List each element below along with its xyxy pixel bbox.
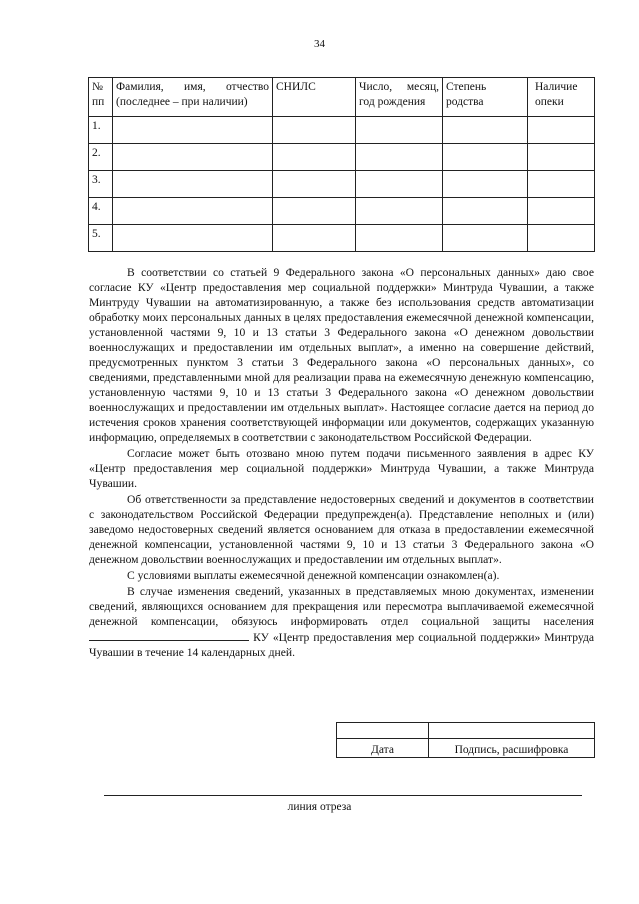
row-number: 1. xyxy=(89,117,113,144)
header-birth-date: Число, месяц, год рождения xyxy=(356,78,443,117)
cell-relationship[interactable] xyxy=(443,225,528,252)
table-row xyxy=(89,198,595,225)
date-input-cell[interactable] xyxy=(337,723,429,739)
cell-guardianship[interactable] xyxy=(528,144,595,171)
cell-relationship[interactable] xyxy=(443,198,528,225)
cell-snils[interactable] xyxy=(273,171,356,198)
cell-birth-date[interactable] xyxy=(356,117,443,144)
header-number: № пп xyxy=(89,78,113,117)
cell-birth-date[interactable] xyxy=(356,198,443,225)
table-row xyxy=(89,144,595,171)
table-row xyxy=(89,117,595,144)
header-relationship: Степень родства xyxy=(443,78,528,117)
cell-full-name[interactable] xyxy=(113,225,273,252)
date-label: Дата xyxy=(337,739,429,758)
header-guardianship: Наличие опеки xyxy=(528,78,595,117)
row-number: 4. xyxy=(89,198,113,225)
cell-relationship[interactable] xyxy=(443,171,528,198)
signature-block xyxy=(336,722,595,758)
liability-paragraph: Об ответственности за представление недостоверных сведений и документов в соответствии с законодательством Российской Федерации предупрежден(а). Представление неполных и (или) заведомо недостоверных сведений является основанием для отказа в предоставлении ежемесячной денежной компенсации, установленной частями 9, 10 и 13 статьи 3 Федерального закона «О денежном довольствии военнослужащих и предоставлении им отдельных выплат». xyxy=(89,493,594,566)
department-blank-field[interactable] xyxy=(89,629,249,641)
cell-relationship[interactable] xyxy=(443,144,528,171)
family-members-table xyxy=(88,77,595,252)
table-header-row xyxy=(89,78,595,117)
cell-guardianship[interactable] xyxy=(528,198,595,225)
cell-guardianship[interactable] xyxy=(528,171,595,198)
cell-full-name[interactable] xyxy=(113,198,273,225)
cut-line xyxy=(104,795,582,796)
acknowledgement-paragraph: С условиями выплаты ежемесячной денежной компенсации ознакомлен(а). xyxy=(127,569,500,582)
cell-snils[interactable] xyxy=(273,198,356,225)
cell-birth-date[interactable] xyxy=(356,144,443,171)
cell-guardianship[interactable] xyxy=(528,117,595,144)
signature-input-cell[interactable] xyxy=(429,723,595,739)
cell-full-name[interactable] xyxy=(113,171,273,198)
consent-paragraph: В соответствии со статьей 9 Федерального закона «О персональных данных» даю свое согласие КУ «Центр предоставления мер социальной поддержки» Минтруда Чувашии, а также Минтруду Чувашии на автоматизированную, а также без использования средств автоматизации обработку моих персональных данных в целях предоставления ежемесячной денежной компенсации, установленной частями 9, 10 и 13 статьи 3 Федерального закона «О денежном довольствии военнослужащих и предоставлении им отдельных выплат», а именно на совершение действий, предусмотренных пунктом 3 статьи 3 Федерального закона «О персональных данных», со сведениями, представленными мной для реализации права на ежемесячную денежную компенсацию, установленную частями 9, 10 и 13 статьи 3 Федерального закона «О денежном довольствии военнослужащих и предоставлении им отдельных выплат». Настоящее согласие дается на период до истечения сроков хранения соответствующей информации или документов, содержащих указанную информацию, определяемых в соответствии с законодательством Российской Федерации. xyxy=(89,266,594,444)
cell-birth-date[interactable] xyxy=(356,225,443,252)
row-number: 3. xyxy=(89,171,113,198)
signature-label: Подпись, расшифровка xyxy=(429,739,595,758)
table-row xyxy=(89,171,595,198)
cell-relationship[interactable] xyxy=(443,117,528,144)
table-row xyxy=(89,225,595,252)
cell-guardianship[interactable] xyxy=(528,225,595,252)
cell-birth-date[interactable] xyxy=(356,171,443,198)
cut-line-label: линия отреза xyxy=(287,801,352,813)
cell-full-name[interactable] xyxy=(113,144,273,171)
cell-snils[interactable] xyxy=(273,225,356,252)
revocation-paragraph: Согласие может быть отозвано мною путем подачи письменного заявления в адрес КУ «Центр предоставления мер социальной поддержки» Минтруда Чувашии, а также Минтруда Чувашии. xyxy=(89,447,594,490)
cell-snils[interactable] xyxy=(273,117,356,144)
row-number: 5. xyxy=(89,225,113,252)
notification-paragraph: В случае изменения сведений, указанных в представляемых мною документах, изменении сведений, являющихся основанием для прекращения или пересмотра выплачиваемой ежемесячной денежной компенсации, обязуюсь информировать отдел социальной защиты населения КУ «Центр предоставления мер социальной поддержки» Минтруда Чувашии в течение 14 календарных дней. xyxy=(89,585,594,659)
cell-full-name[interactable] xyxy=(113,117,273,144)
header-snils: СНИЛС xyxy=(273,78,356,117)
row-number: 2. xyxy=(89,144,113,171)
cell-snils[interactable] xyxy=(273,144,356,171)
header-full-name: Фамилия, имя, отчество (последнее – при наличии) xyxy=(113,78,273,117)
consent-text xyxy=(89,265,594,660)
page-number: 34 xyxy=(314,38,325,50)
